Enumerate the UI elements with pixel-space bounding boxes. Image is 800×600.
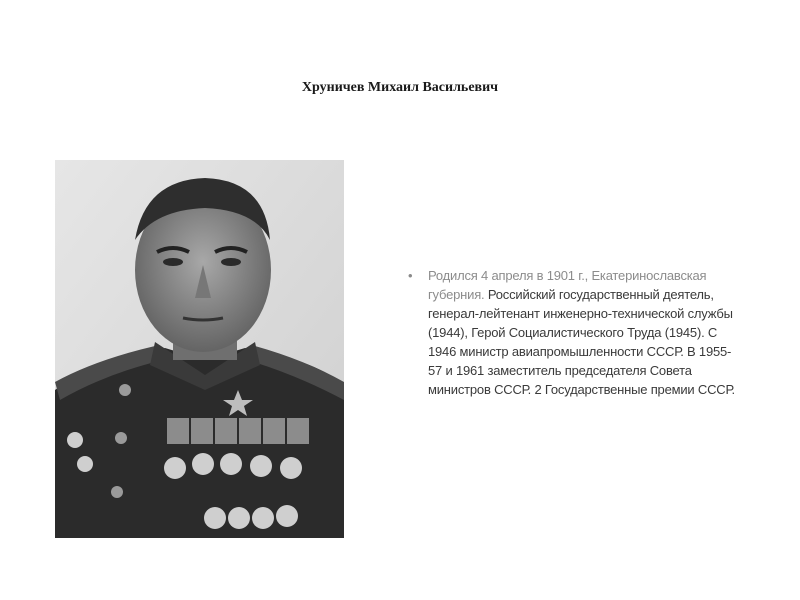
bio-lead: Родился 4 апреля в 1901 г., Екатеринославская губерния.	[428, 268, 707, 302]
slide-title: Хруничев Михаил Васильевич	[301, 80, 499, 95]
bio-bullet-item	[408, 266, 743, 399]
bio-rest: Российский государственный деятель, генерал-лейтенант инженерно-технической службы (1944), Герой Социалистического Труда (1945). С 1946 министр авиапромышленности СССР. В 1955-57 и 1961 заместитель председателя Совета министров СССР. 2 Государственные премии СССР.	[428, 287, 735, 397]
portrait-photo	[55, 160, 344, 538]
bio-text	[428, 266, 743, 399]
bullet-icon: •	[408, 268, 413, 283]
portrait-image	[55, 160, 344, 538]
